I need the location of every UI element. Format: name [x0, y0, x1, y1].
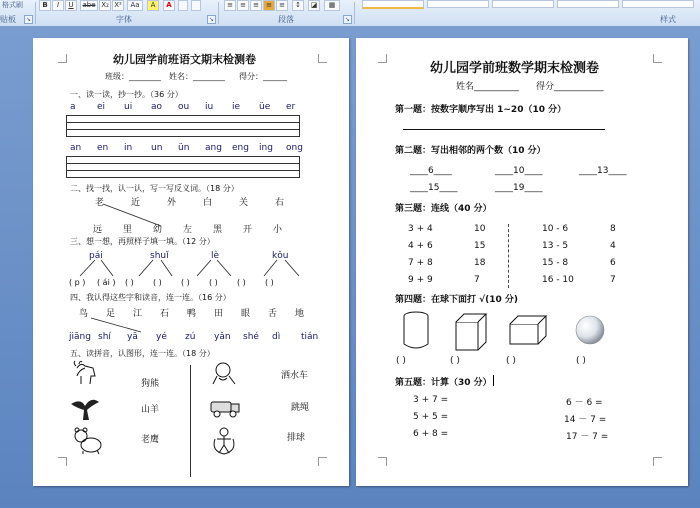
antonym-char: 开	[243, 225, 253, 235]
q5-heading: 五、读拼音，认图形，连一连。（18 分）	[70, 349, 215, 358]
antonym-char: 黑	[213, 225, 223, 235]
crop-mark	[653, 457, 662, 466]
left-value[interactable]: 18	[474, 258, 486, 268]
neighbor-item-4[interactable]: ____15____	[410, 183, 458, 193]
q4-heading: 第四题：在球下面打 √(10 分)	[395, 295, 519, 305]
ribbon-group-clipboard: 贴板	[0, 15, 16, 24]
q5-divider	[190, 365, 191, 477]
ribbon-separator	[35, 2, 36, 24]
ribbon-group-font: 字体	[116, 15, 132, 24]
answer-box: ( )	[237, 278, 246, 287]
q5-heading: 第五题：计算（30 分）	[395, 378, 492, 388]
cuboid-shape	[454, 312, 488, 352]
q4-pinyin: jiāng	[69, 332, 91, 342]
pinyin-sound: ang	[205, 143, 222, 153]
right-expression[interactable]: 16 - 10	[542, 275, 574, 285]
left-value[interactable]: 15	[474, 241, 486, 251]
q3-divider	[508, 224, 509, 288]
char-border-button[interactable]	[178, 0, 188, 11]
antonym-char: 左	[183, 225, 193, 235]
answer-blank-1[interactable]: ( )	[396, 356, 406, 366]
pinyin-sound: ou	[178, 102, 190, 112]
highlight-button[interactable]: A	[147, 0, 159, 11]
q1-heading: 一、读一读，抄一抄。（36 分）	[70, 90, 183, 99]
word-sprinkler-truck: 洒水车	[281, 371, 309, 381]
left-value[interactable]: 7	[474, 275, 480, 285]
pinyin-sound: a	[70, 102, 76, 112]
left-expression[interactable]: 3 + 4	[408, 224, 433, 234]
change-case-button[interactable]: Aa	[127, 0, 143, 11]
calc-left-3[interactable]: 6 + 8 =	[413, 429, 449, 439]
style-gallery-item-1[interactable]	[362, 0, 424, 9]
bear-picture	[71, 427, 103, 455]
style-gallery-item-4[interactable]	[557, 0, 619, 8]
left-expression[interactable]: 4 + 6	[408, 241, 433, 251]
q2-heading: 第二题：写出相邻的两个数（10 分）	[395, 146, 546, 156]
superscript-button[interactable]: X²	[112, 0, 124, 11]
pinyin-sound: ün	[178, 143, 190, 153]
q4-char: 眼	[241, 309, 251, 319]
q3-pinyin: lè	[211, 251, 220, 261]
answer-box: ( )	[209, 278, 218, 287]
align-center-button[interactable]: ≡	[237, 0, 249, 11]
cylinder-shape	[400, 310, 434, 352]
answer-box: ( )	[181, 278, 190, 287]
calc-right-3[interactable]: 17 － 7 =	[566, 432, 609, 442]
calc-left-1[interactable]: 3 + 7 =	[413, 395, 449, 405]
page-chinese-exam[interactable]	[33, 38, 349, 486]
ribbon-separator	[218, 2, 219, 24]
shading-button[interactable]: ◪	[308, 0, 320, 11]
page-math-exam[interactable]	[356, 38, 688, 486]
q3-pinyin: kǒu	[272, 251, 289, 261]
page-title: 幼儿园学前班语文期末检测卷	[113, 53, 256, 66]
q4-char: 鸟	[79, 309, 89, 319]
neighbor-item-3[interactable]: ____13____	[579, 166, 627, 176]
right-value[interactable]: 4	[610, 241, 616, 251]
calc-left-2[interactable]: 5 + 5 =	[413, 412, 449, 422]
pinyin-sound: en	[97, 143, 109, 153]
pinyin-sound: in	[124, 143, 133, 153]
crop-mark	[653, 54, 662, 63]
paragraph-launcher-icon[interactable]: ↘	[344, 16, 351, 23]
q4-pinyin: tián	[301, 332, 319, 342]
name-field: 姓名：________	[169, 72, 225, 81]
score-field: 得分：______	[239, 72, 287, 81]
left-value[interactable]: 10	[474, 224, 486, 234]
answer-blank-4[interactable]: ( )	[576, 356, 586, 366]
word-goat: 山羊	[141, 405, 160, 415]
distribute-button[interactable]: ≡	[276, 0, 288, 11]
pinyin-sound: ao	[151, 102, 163, 112]
crop-mark	[378, 54, 387, 63]
text-cursor	[493, 375, 494, 386]
goat-picture	[71, 360, 99, 386]
crop-mark	[378, 457, 387, 466]
q4-pinyin: yé	[156, 332, 167, 342]
cube-shape	[508, 314, 550, 346]
q4-pinyin: yā	[127, 332, 138, 342]
ribbon-group-paragraph: 段落	[278, 15, 294, 24]
pinyin-sound: ie	[232, 102, 241, 112]
answer-box: ( )	[125, 278, 134, 287]
font-color-button[interactable]: A	[163, 0, 175, 11]
q4-char: 石	[160, 309, 170, 319]
pinyin-sound: an	[70, 143, 82, 153]
style-gallery-item-5[interactable]	[622, 0, 694, 8]
underline-button[interactable]: U	[65, 0, 77, 11]
answer-blank-3[interactable]: ( )	[506, 356, 516, 366]
subscript-button[interactable]: X₂	[99, 0, 111, 11]
antonym-char: 里	[123, 225, 133, 235]
q3-pinyin: pái	[89, 251, 103, 261]
right-expression[interactable]: 10 - 6	[542, 224, 569, 234]
right-value[interactable]: 8	[610, 224, 616, 234]
right-expression[interactable]: 15 - 8	[542, 258, 569, 268]
italic-button[interactable]: I	[52, 0, 64, 11]
score-field: 得分___________	[536, 82, 604, 92]
pinyin-sound: er	[286, 102, 296, 112]
antonym-char: 老	[95, 198, 105, 208]
q4-char: 江	[133, 309, 143, 319]
antonym-char: 外	[167, 198, 177, 208]
align-right-button[interactable]: ≡	[250, 0, 262, 11]
neighbor-item-1[interactable]: ____6____	[410, 166, 452, 176]
calc-right-2[interactable]: 14 － 7 =	[564, 415, 607, 425]
style-gallery-item-2[interactable]	[427, 0, 489, 8]
pinyin-sound: ing	[259, 143, 273, 153]
word-eagle: 老鹰	[141, 435, 160, 445]
antonym-char: 关	[239, 198, 249, 208]
neighbor-item-2[interactable]: ____10____	[495, 166, 543, 176]
left-expression[interactable]: 7 + 8	[408, 258, 433, 268]
clipboard-launcher-icon[interactable]: ↘	[25, 16, 32, 23]
char-shading-button[interactable]	[191, 0, 201, 11]
answer-blank-2[interactable]: ( )	[450, 356, 460, 366]
justify-button[interactable]: ≡	[263, 0, 275, 11]
q3-heading: 三、想一想，再照样子填一填。（12 分）	[70, 237, 215, 246]
sprinkler-truck-picture	[209, 396, 241, 418]
name-field: 姓名__________	[456, 82, 520, 92]
ball-shape	[574, 314, 608, 348]
antonym-char: 近	[131, 198, 141, 208]
q4-pinyin: shí	[98, 332, 111, 342]
strikethrough-button[interactable]: abe	[80, 0, 98, 11]
q4-pinyin: dì	[272, 332, 281, 342]
eagle-picture	[69, 394, 101, 422]
q1-heading: 第一题：按数字顺序写出 1~20（10 分）	[395, 105, 567, 115]
q4-char: 田	[214, 309, 224, 319]
q4-heading: 四、我认得这些字和读音，连一连。（16 分）	[70, 293, 231, 302]
pinyin-sound: ui	[124, 102, 133, 112]
antonym-char: 幼	[153, 225, 163, 235]
ribbon	[0, 0, 700, 27]
antonym-char: 远	[93, 225, 103, 235]
antonym-char: 白	[203, 198, 213, 208]
answer-box: ( ái )	[97, 278, 116, 287]
ribbon-separator	[354, 2, 355, 24]
q4-pinyin: yǎn	[214, 332, 231, 342]
q2-heading: 二、找一找，认一认，写一写反义词。（18 分）	[70, 184, 239, 193]
q3-pinyin: shuǐ	[150, 251, 169, 261]
right-value[interactable]: 7	[610, 275, 616, 285]
answer-line[interactable]	[403, 129, 605, 130]
page-title: 幼儿园学前班数学期末检测卷	[430, 61, 600, 76]
left-expression[interactable]: 9 + 9	[408, 275, 433, 285]
volleyball-picture	[209, 360, 239, 386]
pinyin-sound: un	[151, 143, 163, 153]
align-left-button[interactable]: ≡	[224, 0, 236, 11]
q4-pinyin: shé	[243, 332, 259, 342]
q4-char: 鸭	[187, 309, 197, 319]
neighbor-item-5[interactable]: ____19____	[495, 183, 543, 193]
answer-box: ( p )	[69, 278, 86, 287]
pinyin-sound: ong	[286, 143, 303, 153]
word-volleyball: 排球	[287, 433, 306, 443]
antonym-char: 小	[273, 225, 283, 235]
ribbon-group-styles: 样式	[660, 15, 676, 24]
style-gallery-item-3[interactable]	[492, 0, 554, 8]
antonym-char: 右	[275, 198, 285, 208]
class-field: 班级：________	[105, 72, 161, 81]
calc-right-1[interactable]: 6 － 6 =	[566, 398, 603, 408]
borders-button[interactable]: ▦	[324, 0, 340, 11]
word-bear: 狗熊	[141, 379, 160, 389]
pinyin-sound: iu	[205, 102, 214, 112]
q3-heading: 第三题：连线（40 分）	[395, 204, 492, 214]
line-spacing-button[interactable]: ↕	[292, 0, 304, 11]
ribbon-format-painter[interactable]: 格式刷	[2, 1, 23, 9]
q4-char: 足	[106, 309, 116, 319]
pinyin-sound: eng	[232, 143, 249, 153]
q4-char: 地	[295, 309, 305, 319]
word-jump-rope: 跳绳	[291, 403, 310, 413]
bold-button[interactable]: B	[39, 0, 51, 11]
answer-box: ( )	[153, 278, 162, 287]
pinyin-sound: ei	[97, 102, 106, 112]
right-expression[interactable]: 13 - 5	[542, 241, 569, 251]
font-launcher-icon[interactable]: ↘	[208, 16, 215, 23]
jump-rope-picture	[209, 425, 239, 455]
answer-box: ( )	[265, 278, 274, 287]
pinyin-sound: üe	[259, 102, 271, 112]
q4-pinyin: zú	[185, 332, 196, 342]
q4-char: 舌	[268, 309, 278, 319]
right-value[interactable]: 6	[610, 258, 616, 268]
